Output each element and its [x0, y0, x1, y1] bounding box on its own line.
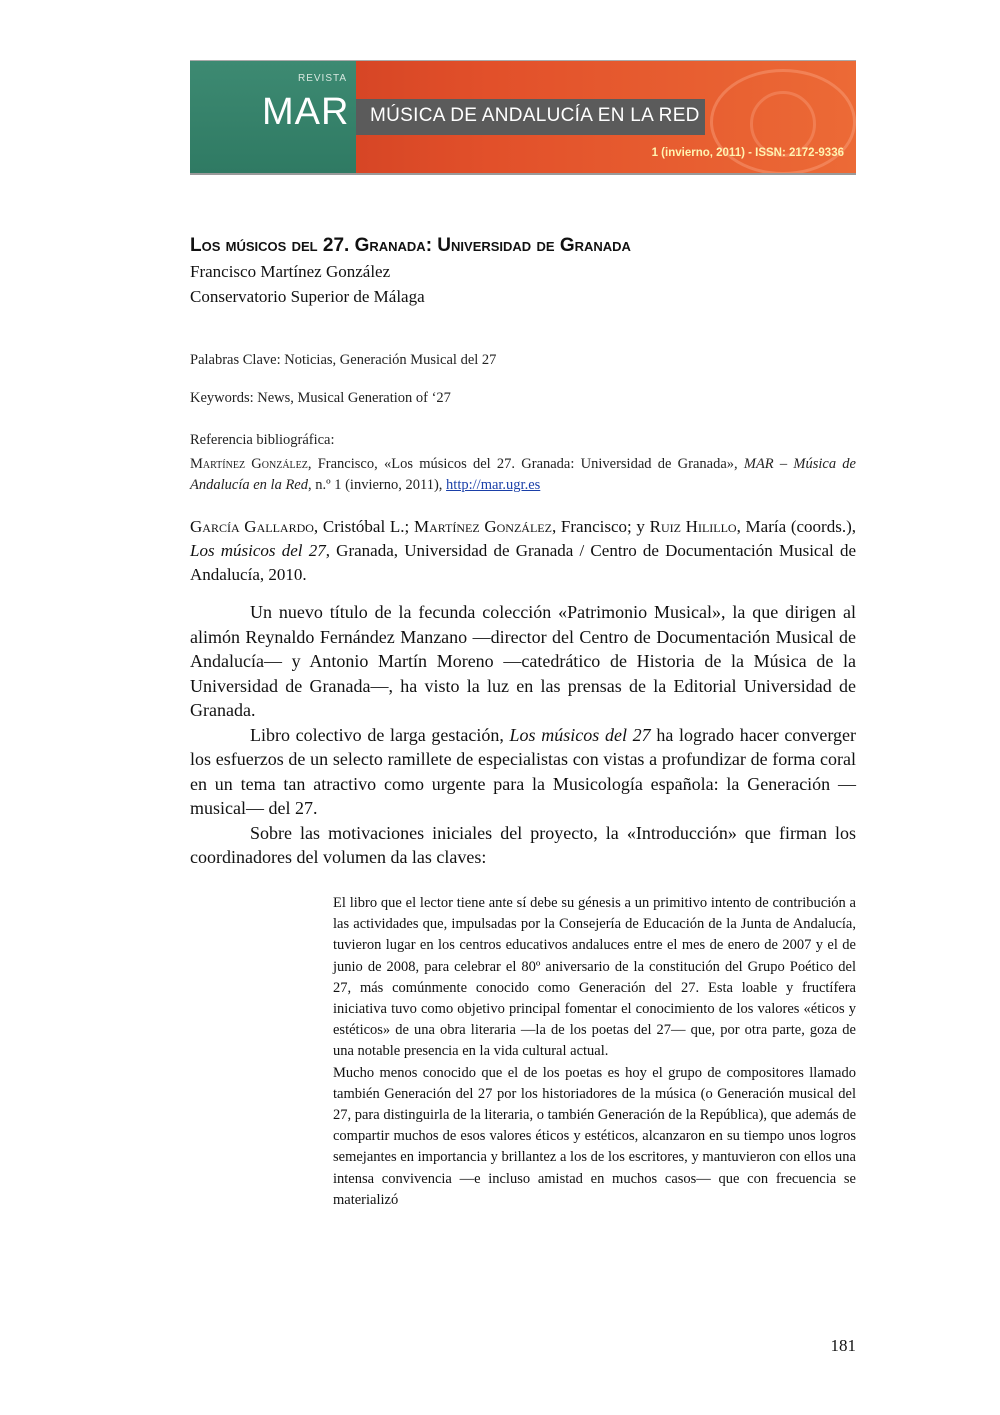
book-citation [190, 515, 856, 587]
article-body [190, 600, 856, 870]
body-paragraph-2-end: ha logrado hacer converger los esfuerzos de un selecto ramillete de especialistas con vistas a profundizar de forma coral en un tema tan atractivo como urgente para la Musicología española: la Generación —musical— del 27. [190, 724, 856, 818]
page-number: 181 [830, 1336, 856, 1355]
article-title: Los músicos del 27. Granada: Universidad de Granada [190, 235, 631, 256]
banner-logo-mar: MAR [262, 91, 350, 133]
quote-paragraph-2: Mucho menos conocido que el de los poetas es hoy el grupo de compositores llamado también Generación del 27 por los historiadores de la música (o Generación musical del 27, para distinguirla de la literaria, o también Generación de la República), que además de compartir muchos de esos valores éticos y estéticos, alcanzaron en su tiempo unos logros semejantes en importancia y brillantez a los de los escritores, y mantuvieron con ellos una intensa convivencia —e incluso amistad en muchos casos— que con frecuencia se materializó [333, 1064, 856, 1208]
banner-revista-label: REVISTA [298, 73, 348, 84]
journal-banner [190, 60, 856, 175]
citation-author-3: Ruiz Hilillo [649, 517, 737, 536]
citation-author-1: García Gallardo [190, 517, 314, 536]
body-paragraph-3: Sobre las motivaciones iniciales del proyecto, la «Introducción» que firman los coordinadores del volumen da las claves: [190, 822, 856, 867]
citation-rest: , Granada, Universidad de Granada / Centro de Documentación Musical de Andalucía, 2010. [190, 541, 856, 584]
reference-body [190, 454, 856, 496]
banner-subtitle: MÚSICA DE ANDALUCÍA EN LA RED [370, 105, 700, 126]
citation-author-1-rest: , Cristóbal L.; [313, 517, 414, 536]
reference-author: Martínez González [190, 456, 308, 472]
citation-author-2-rest: , Francisco; y [551, 517, 650, 536]
body-paragraph-2 [190, 723, 856, 821]
keywords: Keywords: News, Musical Generation of ‘27 [190, 390, 451, 406]
reference-url-link[interactable]: http://mar.ugr.es [446, 477, 541, 493]
body-paragraph-2-start: Libro colectivo de larga gestación, [250, 724, 510, 745]
citation-book-title: Los músicos del 27 [190, 541, 326, 560]
author-institution: Conservatorio Superior de Málaga [190, 287, 425, 306]
block-quote [333, 893, 856, 1211]
quote-paragraph-1: El libro que el lector tiene ante sí debe su génesis a un primitivo intento de contribución a las actividades que, impulsadas por la Consejería de Educación de la Junta de Andalucía, tuvieron lugar en los centros educativos andaluces entre el mes de enero de 2007 y el de junio de 2008, para celebrar el 80º aniversario de la constitución del Grupo Poético del 27, más comúnmente conocido como Generación del 27. Esta loable y fructífera iniciativa tuvo como objetivo principal fomentar el conocimiento de los valores «éticos y estéticos» de una obra literaria —la de los poetas del 27— que, por otra parte, goza de una notable presencia en la vida cultural actual. [333, 895, 856, 1060]
body-book-title: Los músicos del 27 [509, 724, 651, 745]
banner-issue: 1 (invierno, 2011) - ISSN: 2172-9336 [651, 147, 844, 159]
palabras-clave: Palabras Clave: Noticias, Generación Musical del 27 [190, 352, 497, 368]
body-paragraph-1: Un nuevo título de la fecunda colección «Patrimonio Musical», la que dirigen al alimón Reynaldo Fernández Manzano —director del Centro de Documentación Musical de Andalucía— y Antonio Martín Moreno —catedrático de Historia de la Música de la Universidad de Granada—, ha visto la luz en las prensas de la Editorial Universidad de Granada. [190, 602, 856, 720]
reference-part1: , Francisco, «Los músicos del 27. Granada: Universidad de Granada», [307, 456, 738, 472]
reference-heading: Referencia bibliográfica: [190, 432, 335, 448]
citation-author-3-rest: , María (coords.), [736, 517, 856, 536]
reference-journal: MAR – Música de Andalucía en la Red [190, 456, 856, 493]
article-author: Francisco Martínez González [190, 262, 391, 281]
citation-author-2: Martínez González [413, 517, 552, 536]
reference-part2: , n.º 1 (invierno, 2011), [307, 477, 443, 493]
